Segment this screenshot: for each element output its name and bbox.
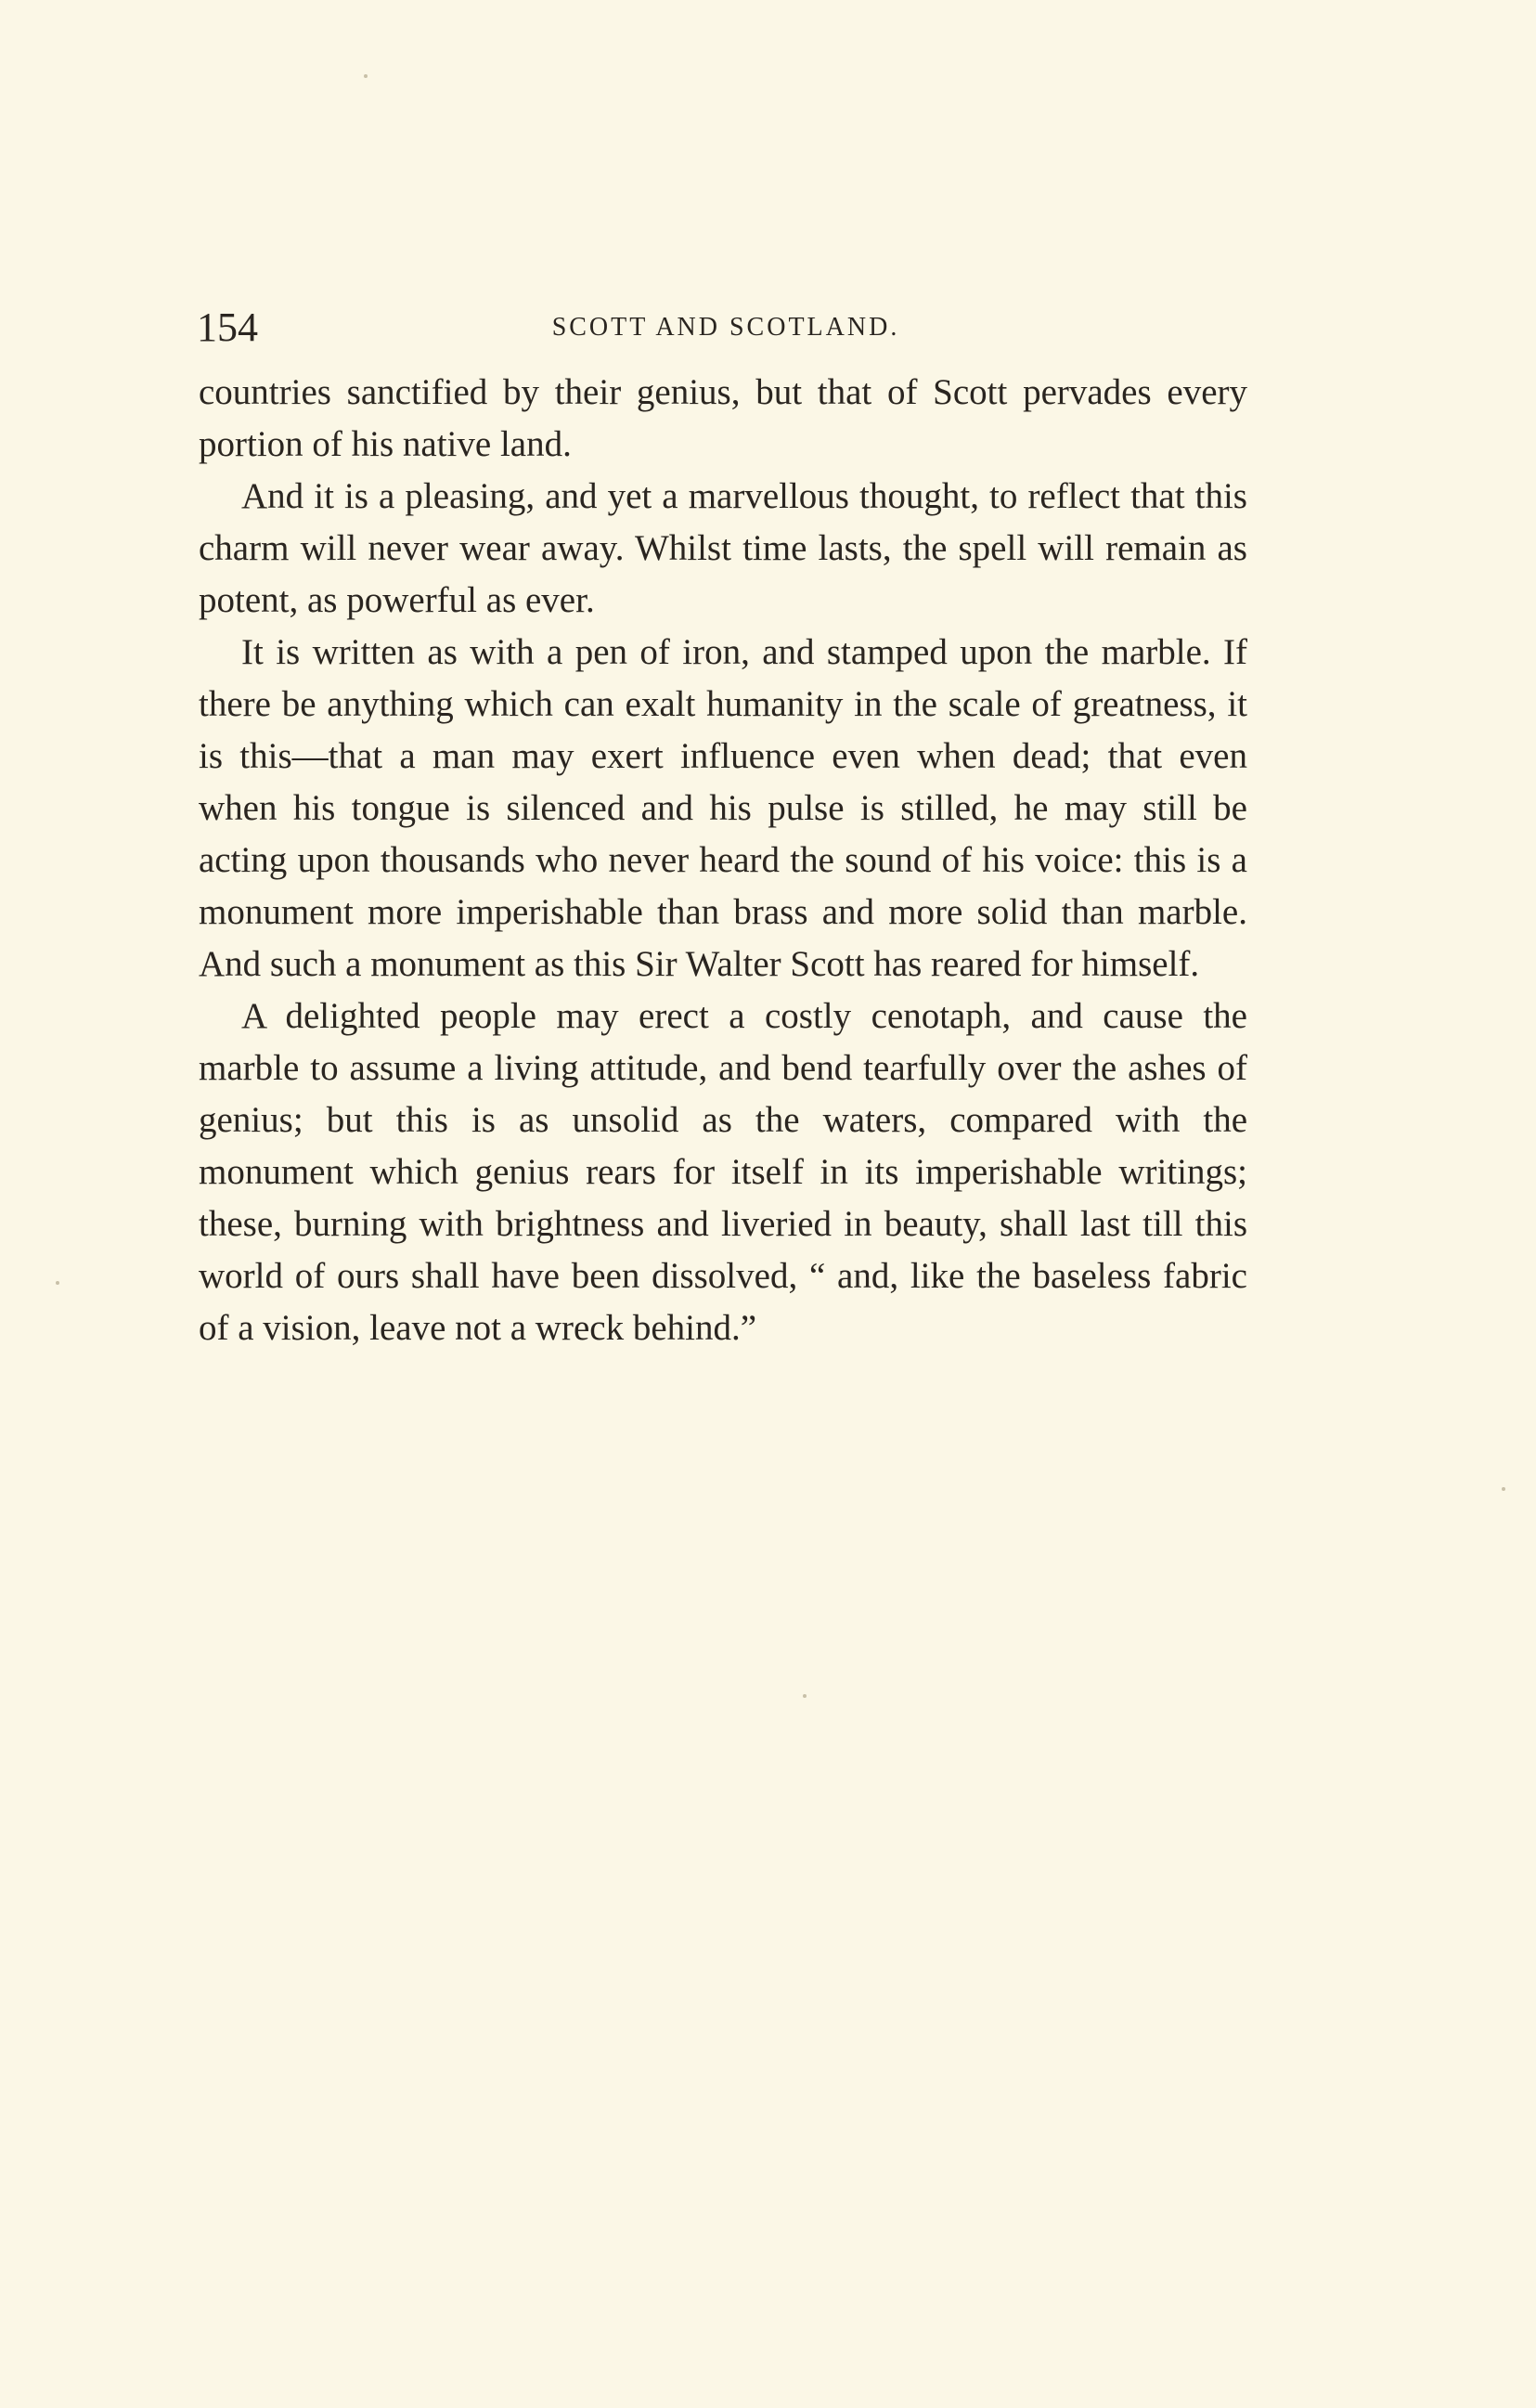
- paper-speck: [364, 74, 368, 78]
- paragraph-2: And it is a pleasing, and yet a marvellous thought, to reflect that this charm will never wear away. Whilst time lasts, the spell will remain as potent, as powerful as ever.: [199, 476, 1247, 620]
- running-head: SCOTT AND SCOTLAND.: [551, 313, 900, 342]
- body-text: [199, 367, 1247, 1354]
- page-header: [197, 295, 1255, 360]
- paper-speck: [1502, 1487, 1505, 1491]
- page-number: 154: [197, 304, 258, 350]
- paragraph-1: countries sanctified by their genius, but that of Scott pervades every portion of his native land.: [199, 372, 1247, 464]
- paragraph-3: It is written as with a pen of iron, and stamped upon the marble. If there be anything which can exalt humanity in the scale of greatness, it is this—that a man may exert influence even when dead; that even when his tongue is silenced and his pulse is stilled, he may still be acting upon thousands who never heard the sound of his voice: this is a monument more imperishable than brass and more solid than marble. And such a monument as this Sir Walter Scott has reared for himself.: [199, 632, 1247, 984]
- paper-speck: [803, 1694, 807, 1698]
- paper-speck: [56, 1281, 59, 1285]
- paragraph-4: A delighted people may erect a costly cenotaph, and cause the marble to assume a living attitude, and bend tearfully over the ashes of genius; but this is as unsolid as the waters, compared with the monument which genius rears for itself in its imperishable writings; these, burning with brightness and liveried in beauty, shall last till this world of ours shall have been dissolved, “ and, like the baseless fabric of a vision, leave not a wreck behind.”: [199, 996, 1247, 1348]
